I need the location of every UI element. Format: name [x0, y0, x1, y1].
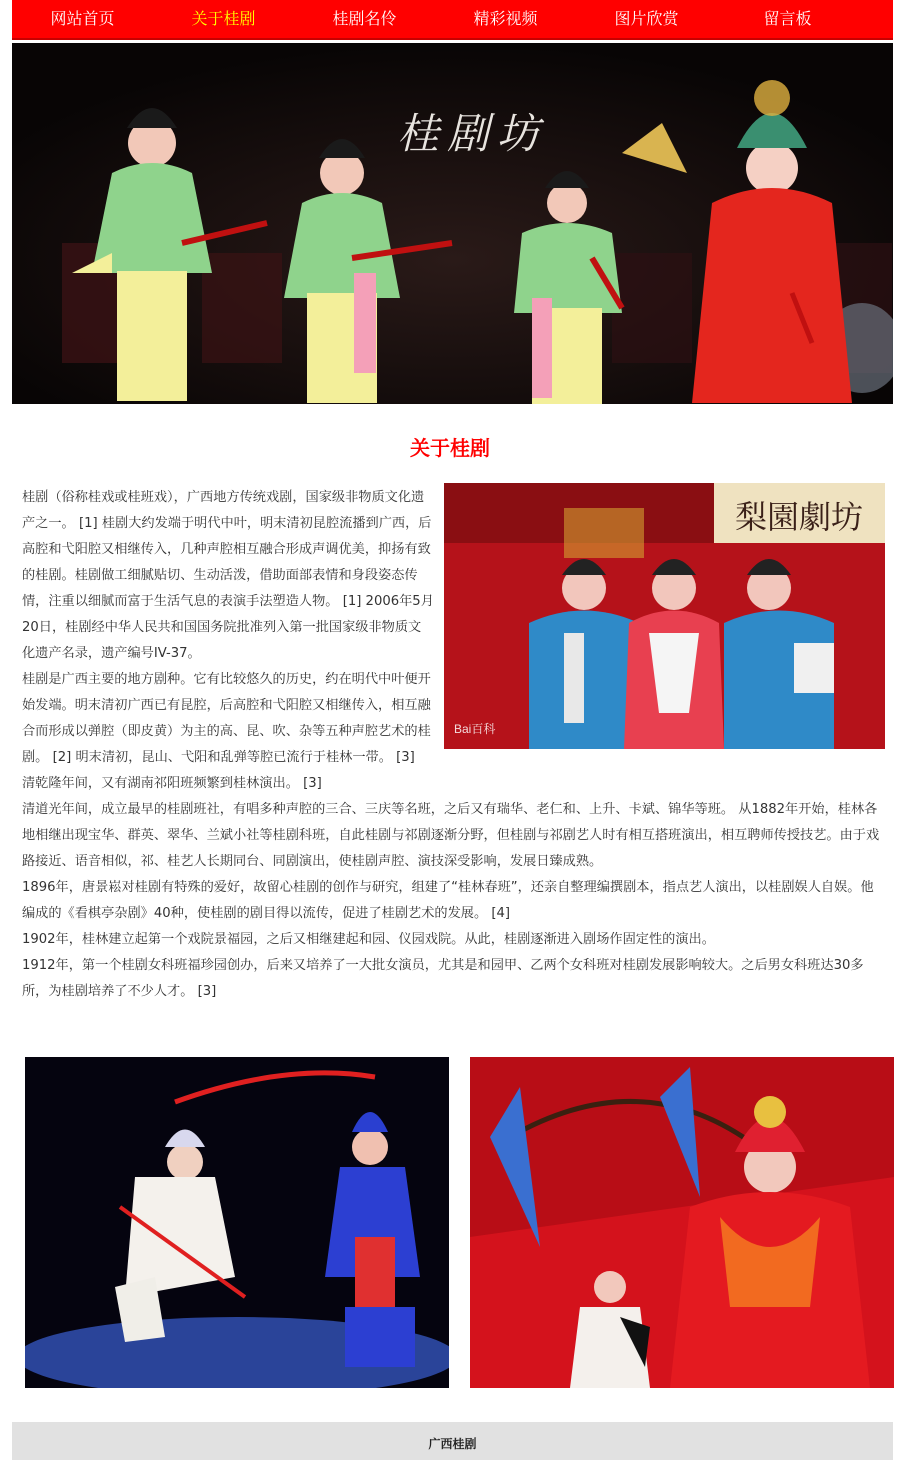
article-body	[22, 485, 886, 1005]
photo-watermark: Bai百科	[454, 722, 496, 736]
article-paragraph: 1912年，第一个桂剧女科班福珍园创办，后来又培养了一大批女演员，尤其是和园甲、乙两个女科班对桂剧发展影响较大。之后男女科班达30多所，为桂剧培养了不少人才。 [3]	[22, 958, 864, 999]
top-nav	[12, 0, 893, 40]
banner-image	[12, 43, 893, 404]
nav-item-home[interactable]: 网站首页	[50, 9, 115, 28]
article-paragraph: 1902年，桂林建立起第一个戏院景福园，之后又相继建起和园、仪园戏院。从此，桂剧逐渐进入剧场作固定性的演出。	[22, 932, 715, 947]
article-paragraph: 桂剧（俗称桂戏或桂班戏），广西地方传统戏剧，国家级非物质文化遗产之一。 [1] 桂剧大约发端于明代中叶，明末清初昆腔流播到广西，后高腔和弋阳腔又相继传入，几种声腔相互融合形成声调优美，抑扬有致的桂剧。桂剧做工细腻贴切、生动活泼，借助面部表情和身段姿态传情，注重以细腻而富于生活气息的表演手法塑造人物。 [1] 2006年5月20日，桂剧经中华人民共和国国务院批准列入第一批国家级非物质文化遗产名录，遗产编号IV-37。	[22, 490, 434, 661]
banner-title: 桂剧坊	[397, 109, 548, 158]
nav-item-gallery[interactable]: 图片欣赏	[614, 9, 679, 28]
nav-item-about[interactable]: 关于桂剧	[191, 9, 256, 28]
opera-photo-combat	[25, 1057, 449, 1388]
article-paragraph: 清道光年间，成立最早的桂剧班社，有唱多种声腔的三合、三庆等名班，之后又有瑞华、老仁和、上升、卡斌、锦华等班。 从1882年开始，桂林各地相继出现宝华、群英、翠华、兰斌小社等桂剧科班，自此桂剧与祁剧逐渐分野，但桂剧与祁剧艺人时有相互搭班演出，相互聘师传授技艺。由于戏路接近、语音相似，祁、桂艺人长期同台、同剧演出，使桂剧声腔、演技深受影响，发展日臻成熟。	[22, 802, 880, 869]
article-paragraph: 清乾隆年间，又有湖南祁阳班频繁到桂林演出。 [3]	[22, 776, 322, 791]
banner-opera-illustration	[12, 43, 893, 404]
nav-item-performers[interactable]: 桂剧名伶	[332, 9, 397, 28]
photo-sign-text: 梨園劇坊	[734, 498, 864, 536]
opera-photo-general	[470, 1057, 894, 1388]
nav-item-videos[interactable]: 精彩视频	[473, 9, 538, 28]
article-paragraph: 1896年，唐景崧对桂剧有特殊的爱好，故留心桂剧的创作与研究，组建了“桂林春班”，还亲自整理编撰剧本，指点艺人演出，以桂剧娱人自娱。他编成的《看棋亭杂剧》40种，使桂剧的剧目得以流传，促进了桂剧艺术的发展。 [4]	[22, 880, 874, 921]
article-paragraph: 桂剧是广西主要的地方剧种。它有比较悠久的历史，约在明代中叶便开始发端。明末清初广西已有昆腔，后高腔和弋阳腔又相继传入，相互融合而形成以弹腔（即皮黄）为主的高、昆、吹、杂等五种声腔艺术的桂剧。 [2] 明末清初，昆山、弋阳和乱弹等腔已流行于桂林一带。 [3]	[22, 672, 431, 765]
footer: 广西桂剧	[12, 1422, 893, 1460]
page-title: 关于桂剧	[410, 436, 490, 460]
nav-item-guestbook[interactable]: 留言板	[763, 9, 812, 28]
